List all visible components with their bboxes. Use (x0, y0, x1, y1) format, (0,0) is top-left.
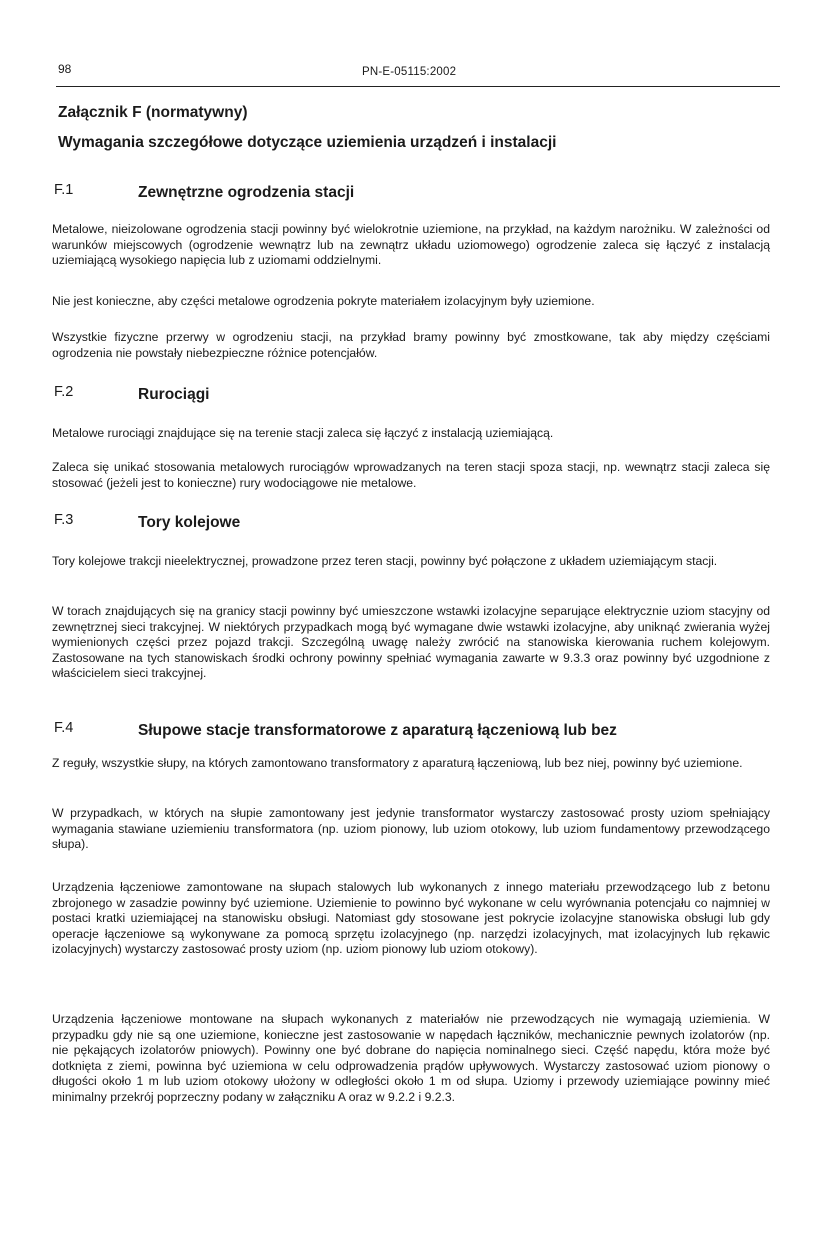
page-number: 98 (58, 62, 72, 76)
paragraph: Z reguły, wszystkie słupy, na których zamontowano transformatory z aparaturą łączeniową, lub bez niej, powinny być uziemione. (52, 756, 743, 770)
section-title: Zewnętrzne ogrodzenia stacji (138, 184, 355, 201)
paragraph: Nie jest konieczne, aby części metalowe ogrodzenia pokryte materiałem izolacyjnym były uziemione. (52, 294, 595, 308)
section-heading-f3 (54, 512, 784, 536)
section-heading-f2 (54, 384, 784, 408)
section-heading-f1 (54, 182, 784, 206)
paragraph: Urządzenia łączeniowe montowane na słupach wykonanych z materiałów nie przewodzących nie wymagają uziemienia. W przypadku gdy nie są one uziemione, konieczne jest zastosowanie w napędach łączników, mechanicznie pewnych izolatorów (np. nie pękających izolatorów pniowych). Powinny one być dobrane do napięcia nominalnego sieci. Część napędu, która może być dotknięta z ziemi, powinna być uziemiona w celu odprowadzenia prądów upływowych. Wystarczy zastosować uziom pionowy o długości około 1 m lub uziom otokowy ułożony w odległości około 1 m od słupa. Uziomy i przewody uziemiające powinny mieć minimalny przekrój poprzeczny podany w załączniku A oraz w 9.2.2 i 9.2.3. (52, 1012, 770, 1104)
paragraph: Metalowe, nieizolowane ogrodzenia stacji powinny być wielokrotnie uziemione, na przykład, na każdym narożniku. W zależności od warunków miejscowych (ogrodzenie wewnątrz lub na zewnątrz układu uziomowego) ogrodzenie zaleca się łączyć z instalacją uziemiającą wysokiego napięcia lub z uziomami oddzielnymi. (52, 222, 770, 268)
section-title: Rurociągi (138, 386, 210, 403)
paragraph: Urządzenia łączeniowe zamontowane na słupach stalowych lub wykonanych z innego materiału przewodzącego lub z betonu zbrojonego w zasadzie powinny być uziemione. Uziemienie to powinno być wykonane w celu wyrównania potencjału co najmniej w postaci kratki uziemiającej na stanowisku obsługi. Natomiast gdy stosowane jest pokrycie izolacyjne stanowiska obsługi lub gdy operacje łączeniowe są wykonywane za pomocą sprzętu izolacyjnego (np. narzędzi izolacyjnych, mat izolacyjnych lub rękawic izolacyjnych) wystarczy zastosować prosty uziom (np. uziom pionowy lub uziom otokowy). (52, 880, 770, 957)
section-number: F.2 (54, 384, 74, 400)
paragraph: Metalowe rurociągi znajdujące się na terenie stacji zaleca się łączyć z instalacją uziemiającą. (52, 426, 554, 440)
section-number: F.1 (54, 182, 74, 198)
section-number: F.3 (54, 512, 74, 528)
section-heading-f4 (54, 720, 784, 744)
paragraph: W torach znajdujących się na granicy stacji powinny być umieszczone wstawki izolacyjne separujące elektrycznie uziom stacyjny od zewnętrznej sieci trakcyjnej. W niektórych przypadkach mogą być wymagane dwie wstawki izolacyjne, aby uniknąć zwierania wyżej wymienionych części przez pojazd trakcji. Szczególną uwagę należy zwrócić na stanowiska kierowania ruchem kolejowym. Zastosowane na tych stanowiskach środki ochrony powinny spełniać wymagania zawarte w 9.3.3 oraz powinny być uzgodnione z właścicielem sieci trakcyjnej. (52, 604, 770, 681)
paragraph: W przypadkach, w których na słupie zamontowany jest jedynie transformator wystarczy zastosować prosty uziom spełniający wymagania stawiane uziemieniu transformatora (np. uziom pionowy, lub uziom otokowy, lub uziom fundamentowy przewodzącego słupa). (52, 806, 770, 852)
annex-subtitle: Wymagania szczegółowe dotyczące uziemienia urządzeń i instalacji (58, 134, 557, 151)
paragraph: Tory kolejowe trakcji nieelektrycznej, prowadzone przez teren stacji, powinny być połączone z układem uziemiającym stacji. (52, 554, 718, 568)
standard-reference: PN-E-05115:2002 (362, 66, 457, 78)
section-title: Słupowe stacje transformatorowe z aparaturą łączeniową lub bez (138, 722, 617, 739)
paragraph: Wszystkie fizyczne przerwy w ogrodzeniu stacji, na przykład bramy powinny być zmostkowane, tak aby między częściami ogrodzenia nie powstały niebezpieczne różnice potencjałów. (52, 330, 770, 360)
paragraph: Zaleca się unikać stosowania metalowych rurociągów wprowadzanych na teren stacji spoza stacji, np. wewnątrz stacji zaleca się stosować (jeżeli jest to konieczne) rury wodociągowe nie metalowe. (52, 460, 770, 490)
section-title: Tory kolejowe (138, 514, 241, 531)
section-number: F.4 (54, 720, 74, 736)
annex-title: Załącznik F (normatywny) (58, 104, 248, 121)
header-rule (56, 86, 780, 87)
